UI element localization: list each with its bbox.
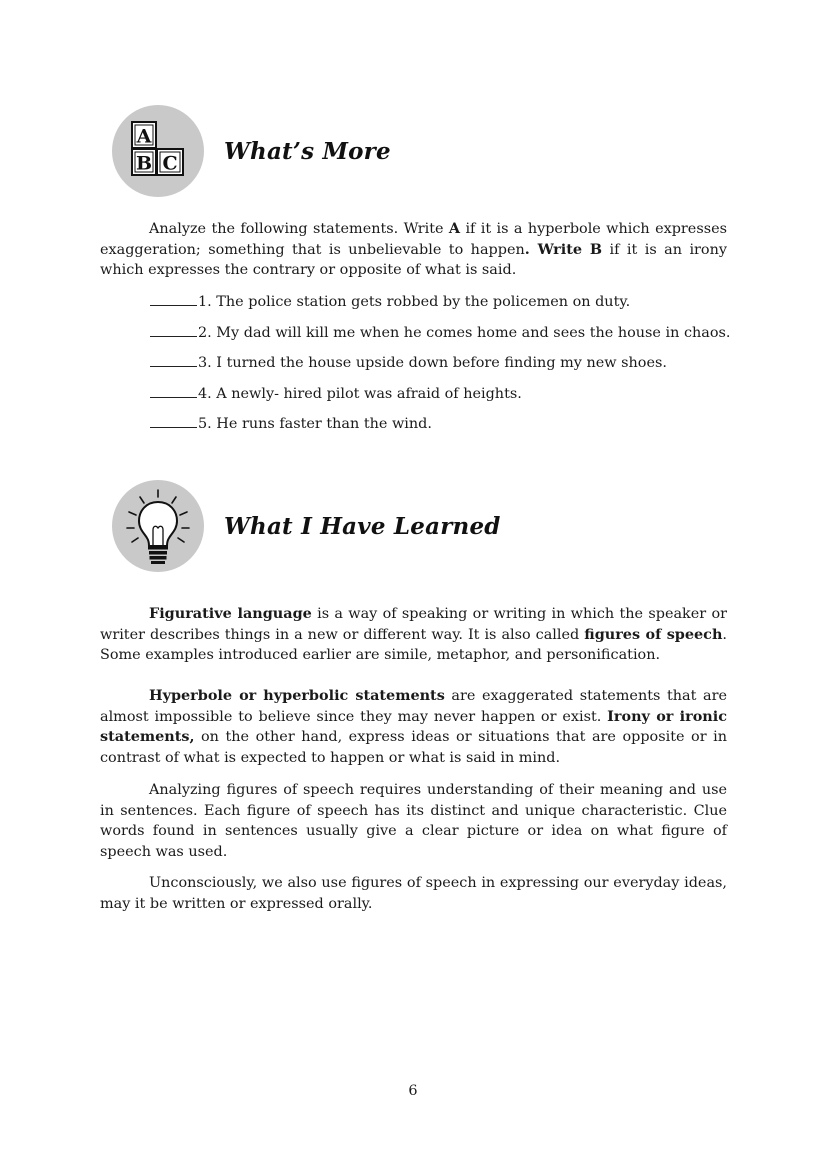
whats-more-title: What’s More (224, 137, 391, 165)
lightbulb-icon (112, 480, 204, 572)
option-b-label: B (589, 240, 603, 258)
statement-text: 4. A newly- hired pilot was afraid of heights. (198, 385, 522, 402)
instructions-text-1: Analyze the following statements. Write (149, 221, 449, 237)
learned-paragraph-2 (100, 686, 727, 768)
answer-blank-3[interactable] (150, 352, 197, 367)
term-figures-of-speech: figures of speech (584, 625, 723, 643)
whats-more-header (112, 105, 391, 197)
instructions-paragraph (100, 219, 727, 281)
answer-blank-4[interactable] (150, 383, 197, 398)
learned-paragraph-4 (100, 873, 727, 914)
list-item (150, 413, 730, 444)
abc-blocks-icon (112, 105, 204, 197)
paragraph-text: are exaggerated statements that are almost impossible to believe since they may never happen or exist. (100, 688, 727, 725)
term-figurative-language: Figurative language (149, 605, 312, 622)
block-letter-a: A (136, 125, 152, 148)
answer-blank-2[interactable] (150, 322, 197, 337)
option-a-label: A (448, 220, 461, 237)
list-item (150, 322, 730, 353)
statement-text: 3. I turned the house upside down before finding my new shoes. (198, 355, 667, 372)
unconsciously-paragraph: Unconsciously, we also use figures of speech in expressing our everyday ideas, may it be written or expressed orally. (100, 875, 727, 912)
statement-list (150, 291, 730, 444)
instructions-text-2: if it is a hyperbole which expresses exaggeration; something that is unbelievable to happen (100, 221, 727, 258)
abc-blocks-graphic (112, 105, 204, 197)
what-i-have-learned-title: What I Have Learned (224, 512, 501, 540)
statement-text: 2. My dad will kill me when he comes home and sees the house in chaos. (198, 324, 731, 341)
paragraph-text: on the other hand, express ideas or situations that are opposite or in contrast of what is expected to happen or what is said in mind. (100, 729, 727, 766)
block-letter-b: B (135, 152, 153, 175)
statement-text: 5. He runs faster than the wind. (198, 416, 432, 433)
instructions-text-3: . Write (524, 240, 590, 258)
paragraph-text: . Some examples introduced earlier are simile, metaphor, and personification. (100, 626, 727, 664)
statement-text: 1. The police station gets robbed by the policemen on duty. (198, 294, 631, 310)
lightbulb-graphic (112, 480, 204, 572)
learned-paragraph-3 (100, 780, 727, 862)
list-item (150, 352, 730, 383)
block-letter-c: C (162, 152, 178, 175)
list-item (150, 291, 730, 322)
learned-paragraph-1 (100, 604, 727, 666)
hyperbole-irony-paragraph (100, 686, 727, 768)
page-number: 6 (408, 1083, 418, 1099)
list-item (150, 383, 730, 414)
paragraph-text: is a way of speaking or writing in which the speaker or writer describes things in a new or different way. It is also called (100, 606, 727, 643)
analyzing-paragraph: Analyzing figures of speech requires understanding of their meaning and use in sentences. Each figure of speech has its distinct and unique characteristic. Clue words found in sentences usually give a clear picture or idea on what figure of speech was used. (100, 782, 727, 860)
answer-blank-1[interactable] (150, 291, 197, 306)
term-hyperbole: Hyperbole or hyperbolic statements (149, 687, 445, 704)
figurative-language-paragraph (100, 604, 727, 666)
what-i-have-learned-header (112, 480, 501, 572)
instructions-text-4: if it is an irony which expresses the contrary or opposite of what is said. (100, 241, 727, 279)
term-irony: Irony or ironic statements, (100, 707, 728, 746)
whats-more-instructions (100, 219, 727, 281)
answer-blank-5[interactable] (150, 413, 197, 428)
